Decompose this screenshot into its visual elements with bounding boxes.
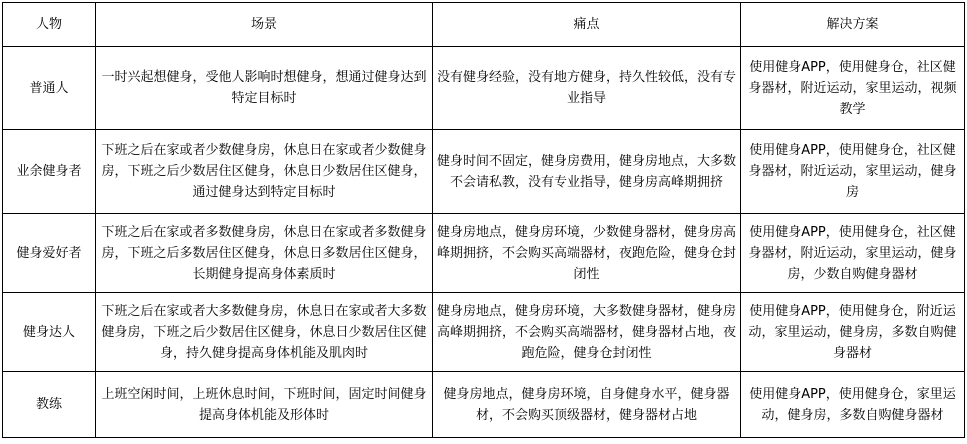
persona-cell: 健身达人	[3, 293, 96, 372]
table-row	[3, 130, 965, 214]
persona-cell: 健身爱好者	[3, 214, 96, 293]
persona-table	[2, 2, 965, 438]
scene-cell: 上班空闲时间，上班休息时间，下班时间，固定时间健身提高身体机能及形体时	[96, 372, 433, 438]
table-row	[3, 214, 965, 293]
persona-cell: 普通人	[3, 47, 96, 130]
scene-cell: 下班之后在家或者大多数健身房，休息日在家或者大多数健身房，下班之后少数居住区健身，休息日少数居住区健身，持久健身提高身体机能及肌肉时	[96, 293, 433, 372]
pain-point-cell: 没有健身经验，没有地方健身，持久性较低，没有专业指导	[433, 47, 741, 130]
persona-cell: 业余健身者	[3, 130, 96, 214]
pain-point-cell: 健身房地点，健身房环境，自身健身水平，健身器材，不会购买顶级器材，健身器材占地	[433, 372, 741, 438]
pain-point-cell: 健身时间不固定，健身房费用，健身房地点，大多数不会请私教，没有专业指导，健身房高峰期拥挤	[433, 130, 741, 214]
header-persona: 人物	[3, 3, 96, 47]
solution-cell: 使用健身APP，使用健身仓，社区健身器材，附近运动，家里运动，视频教学	[741, 47, 965, 130]
header-pain-point: 痛点	[433, 3, 741, 47]
table-header-row	[3, 3, 965, 47]
solution-cell: 使用健身APP，使用健身仓，家里运动，健身房，多数自购健身器材	[741, 372, 965, 438]
solution-cell: 使用健身APP，使用健身仓，社区健身器材，附近运动，家里运动，健身房	[741, 130, 965, 214]
scene-cell: 下班之后在家或者少数健身房，休息日在家或者少数健身房，下班之后少数居住区健身，休息日少数居住区健身，通过健身达到特定目标时	[96, 130, 433, 214]
table-row	[3, 293, 965, 372]
table-row	[3, 372, 965, 438]
solution-cell: 使用健身APP，使用健身仓，附近运动，家里运动，健身房，多数自购健身器材	[741, 293, 965, 372]
header-solution: 解决方案	[741, 3, 965, 47]
scene-cell: 一时兴起想健身，受他人影响时想健身，想通过健身达到特定目标时	[96, 47, 433, 130]
table-row	[3, 47, 965, 130]
persona-cell: 教练	[3, 372, 96, 438]
header-scene: 场景	[96, 3, 433, 47]
solution-cell: 使用健身APP，使用健身仓，社区健身器材，附近运动，家里运动，健身房，少数自购健身器材	[741, 214, 965, 293]
scene-cell: 下班之后在家或者多数健身房，休息日在家或者多数健身房，下班之后多数居住区健身，休息日多数居住区健身，长期健身提高身体素质时	[96, 214, 433, 293]
pain-point-cell: 健身房地点，健身房环境，大多数健身器材，健身房高峰期拥挤，不会购买高端器材，健身器材占地，夜跑危险，健身仓封闭性	[433, 293, 741, 372]
pain-point-cell: 健身房地点，健身房环境，少数健身器材，健身房高峰期拥挤，不会购买高端器材，夜跑危险，健身仓封闭性	[433, 214, 741, 293]
